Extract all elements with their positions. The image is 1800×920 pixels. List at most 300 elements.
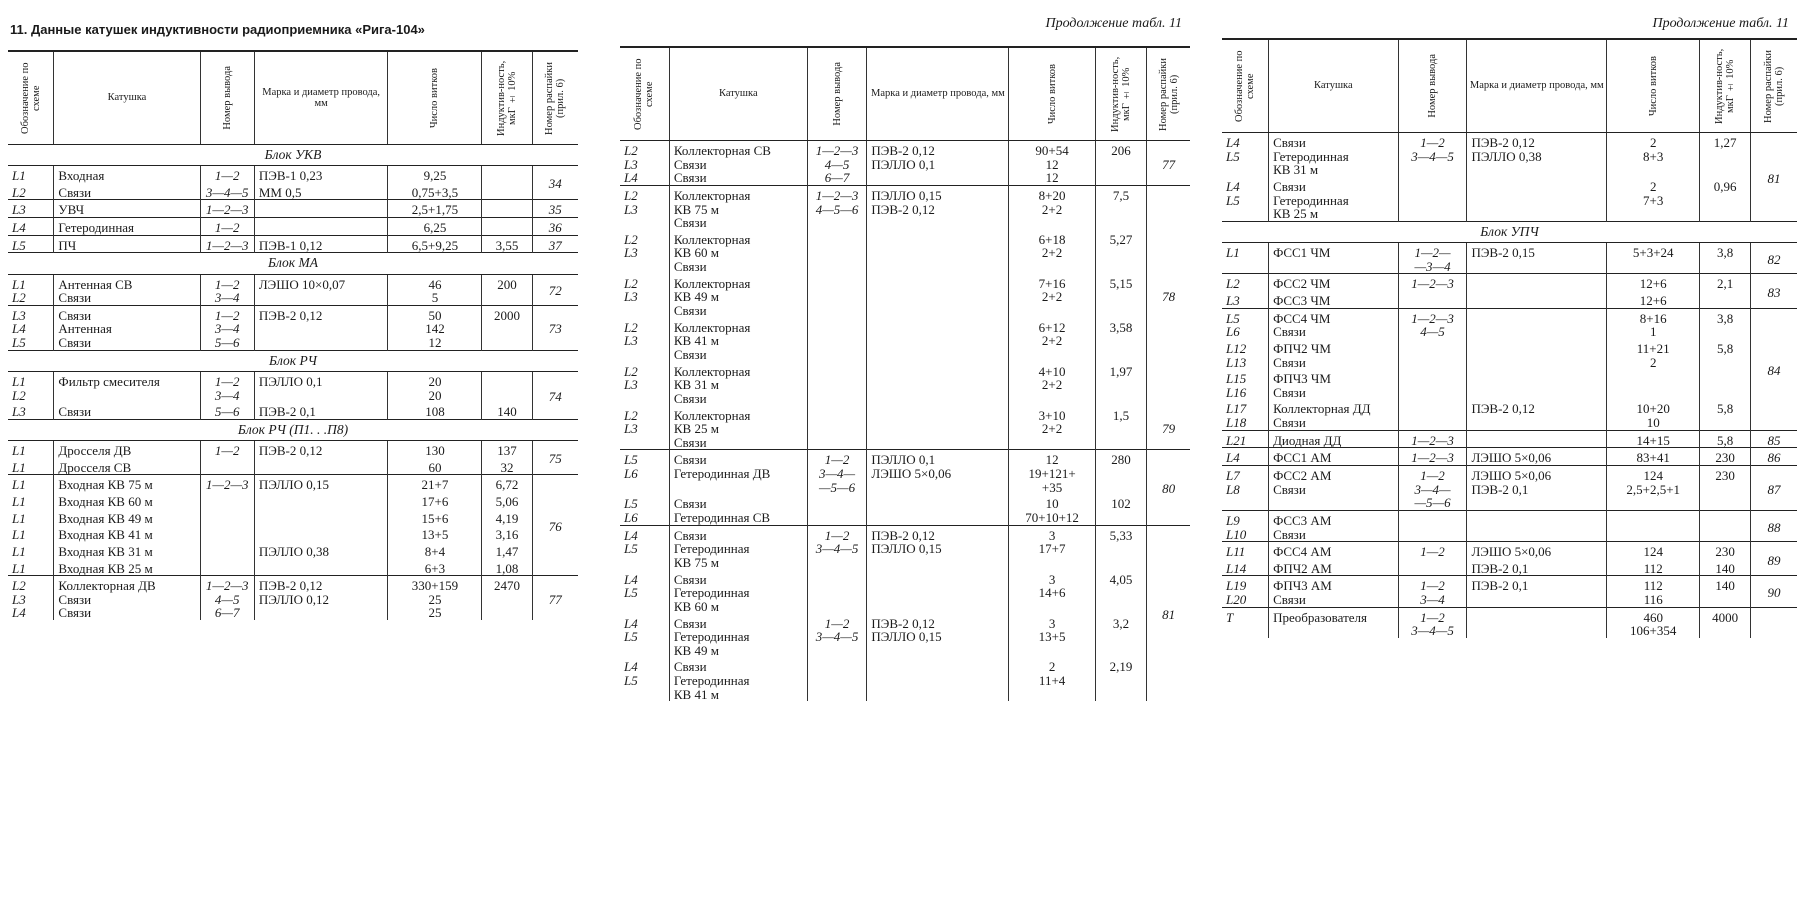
- designation: L4 L5: [624, 659, 638, 689]
- pin-numbers: [200, 525, 254, 542]
- inductance: 230: [1700, 465, 1751, 510]
- column-header: [388, 51, 482, 145]
- table-row: [620, 362, 1190, 406]
- coil-name: Антенная СВ Связи: [54, 274, 200, 305]
- block-row: [8, 145, 578, 166]
- wiring-number: 81: [1750, 133, 1797, 222]
- column-header-label: Индуктив-ность, мкГ ± 10%: [1110, 56, 1133, 132]
- turns: 2 7+3: [1607, 177, 1700, 221]
- wire-spec: ММ 0,5: [254, 183, 388, 200]
- column-header-label: Номер вывода: [1427, 54, 1439, 118]
- column-header: [1095, 47, 1146, 141]
- header-row: [620, 47, 1190, 141]
- turns: 330+159 25 25: [388, 576, 482, 620]
- pin-numbers: 5—6: [200, 402, 254, 419]
- designation: L1: [8, 441, 54, 458]
- inductance: 5,27: [1095, 230, 1146, 274]
- pin-numbers: 1—2—3: [1398, 448, 1467, 466]
- column-header-label: Индуктив-ность, мкГ ± 10%: [1714, 48, 1737, 124]
- designation: L1: [12, 543, 26, 559]
- coil-name: Коллекторная ДВ Связи Связи: [54, 576, 200, 620]
- wire-spec: ЛЭШО 5×0,06: [1467, 542, 1607, 559]
- column-header: [532, 51, 578, 145]
- designation: L21: [1222, 430, 1269, 448]
- pin-numbers: [1398, 510, 1467, 541]
- table-row: [1222, 339, 1797, 369]
- turns: 60: [388, 458, 482, 475]
- table-row: [620, 657, 1190, 701]
- coil-name: ФСС4 ЧМ Связи: [1269, 308, 1399, 339]
- coil-name: Связи Гетеродинная КВ 49 м: [669, 614, 807, 658]
- block-heading: Блок РЧ (П1. . .П8): [8, 419, 578, 440]
- inductance: [1700, 369, 1751, 399]
- table-row: [1222, 243, 1797, 274]
- wiring-number: 86: [1750, 448, 1797, 466]
- inductance: 1,47: [482, 542, 532, 559]
- wire-spec: ПЭВ-2 0,12: [254, 305, 388, 350]
- turns: 112: [1607, 559, 1700, 576]
- coil-name: Коллекторная ДД Связи: [1269, 399, 1399, 430]
- coil-name: ФПЧ2 ЧМ Связи: [1269, 339, 1399, 369]
- turns: 10+20 10: [1607, 399, 1700, 430]
- table-row: [8, 492, 578, 509]
- coil-name: Коллекторная КВ 75 м Связи: [669, 185, 807, 229]
- header-row: [8, 51, 578, 145]
- inductance: 32: [482, 458, 532, 475]
- turns: 5+3+24: [1607, 243, 1700, 274]
- coil-name: ФСС1 АМ: [1269, 448, 1399, 466]
- column-header: [1009, 47, 1095, 141]
- table-row: [8, 576, 578, 620]
- coil-name: Дросселя СВ: [54, 458, 200, 475]
- wiring-number: 72: [532, 274, 578, 305]
- inductance: 3,55: [482, 235, 532, 253]
- inductance: 5,15: [1095, 274, 1146, 318]
- designation: L4 L5: [624, 615, 638, 645]
- coil-name: Входная КВ 31 м: [54, 542, 200, 559]
- coil-name: ФПЧ2 АМ: [1269, 559, 1399, 576]
- turns: 3 14+6: [1009, 570, 1095, 614]
- inductance: 1,27: [1700, 133, 1751, 177]
- inductance: 7,5: [1095, 185, 1146, 229]
- coil-name: Входная КВ 49 м: [54, 509, 200, 526]
- pin-numbers: [200, 458, 254, 475]
- designation: L1: [12, 493, 26, 509]
- wire-spec: ПЭВ-1 0,23: [254, 166, 388, 183]
- inductance: 206: [1095, 141, 1146, 186]
- block-heading: Блок УКВ: [8, 145, 578, 166]
- turns: 11+21 2: [1607, 339, 1700, 369]
- coil-name: Связи Гетеродинная КВ 25 м: [1269, 177, 1399, 221]
- designation: L1: [12, 459, 26, 475]
- wire-spec: ПЭЛЛО 0,15 ПЭВ-2 0,12: [867, 185, 1009, 229]
- pin-numbers: 1—2 3—4— —5—6: [1398, 465, 1467, 510]
- column-header-label: Номер распайки (прил. 6): [544, 61, 567, 135]
- inductance: 230: [1700, 448, 1751, 466]
- column-header: [1750, 39, 1797, 133]
- continuation-label: Продолжение табл. 11: [1652, 16, 1789, 31]
- inductance: 5,06: [482, 492, 532, 509]
- wire-spec: [254, 458, 388, 475]
- inductance: 102: [1095, 494, 1146, 525]
- table-row: [8, 458, 578, 475]
- turns: 12+6: [1607, 291, 1700, 308]
- wire-spec: ПЭЛЛО 0,15: [254, 475, 388, 492]
- turns: 10 70+10+12: [1009, 494, 1095, 525]
- wire-spec: ПЭВ-2 0,12: [1467, 399, 1607, 430]
- pin-numbers: 1—2—3 4—5: [1398, 308, 1467, 339]
- wire-spec: ПЭЛЛО 0,38: [254, 542, 388, 559]
- column-header-label: Марка и диаметр провода, мм: [871, 88, 1005, 100]
- pin-numbers: 1—2 3—4: [200, 371, 254, 402]
- turns: 12+6: [1607, 274, 1700, 291]
- column-header-label: Номер распайки (прил. 6): [1157, 57, 1180, 131]
- designation: L2 L3: [624, 275, 638, 305]
- column-header-label: Катушка: [718, 88, 758, 100]
- turns: 90+54 12 12: [1009, 141, 1095, 186]
- wire-spec: ПЭВ-2 0,1: [1467, 576, 1607, 607]
- table-row: [8, 218, 578, 236]
- wire-spec: ПЭВ-2 0,12: [254, 441, 388, 458]
- turns: 15+6: [388, 509, 482, 526]
- page-left: [8, 0, 578, 920]
- designation: L19 L20: [1222, 576, 1269, 607]
- wiring-number: 88: [1750, 510, 1797, 541]
- wire-spec: [867, 570, 1009, 614]
- wire-spec: ЛЭШО 10×0,07: [254, 274, 388, 305]
- column-header: [620, 47, 669, 141]
- coil-name: Связи Гетеродинная КВ 75 м: [669, 525, 807, 569]
- designation: L17 L18: [1226, 401, 1247, 431]
- wire-spec: ПЭВ-2 0,12 ПЭЛЛО 0,12: [254, 576, 388, 620]
- coil-name: Входная КВ 60 м: [54, 492, 200, 509]
- coil-name: Входная КВ 75 м: [54, 475, 200, 492]
- inductance: 3,8: [1700, 243, 1751, 274]
- pin-numbers: 1—2—3: [1398, 430, 1467, 448]
- designation: L1: [8, 166, 54, 183]
- coil-table: [8, 50, 578, 620]
- designation: L1: [8, 475, 54, 492]
- wire-spec: [867, 657, 1009, 701]
- coil-name: Коллекторная КВ 60 м Связи: [669, 230, 807, 274]
- pin-numbers: [1398, 399, 1467, 430]
- table-row: [8, 441, 578, 458]
- wiring-number: 87: [1750, 465, 1797, 510]
- wire-spec: [1467, 607, 1607, 638]
- wiring-number: 90: [1750, 576, 1797, 607]
- designation: L2: [12, 184, 26, 200]
- inductance: 5,33: [1095, 525, 1146, 569]
- inductance: 2,19: [1095, 657, 1146, 701]
- turns: 2,5+1,75: [388, 200, 482, 218]
- table-row: [1222, 133, 1797, 177]
- designation: L2 L3: [624, 231, 638, 261]
- column-header-label: Марка и диаметр провода, мм: [1469, 80, 1604, 92]
- wiring-number: 81: [1147, 525, 1190, 701]
- turns: 8+16 1: [1607, 308, 1700, 339]
- pin-numbers: 1—2 3—4 5—6: [200, 305, 254, 350]
- table-row: [620, 141, 1190, 186]
- turns: 124: [1607, 542, 1700, 559]
- pin-numbers: [807, 570, 867, 614]
- designation: L2 L3: [620, 185, 669, 229]
- column-header-label: Номер вывода: [831, 62, 843, 126]
- wire-spec: [1467, 274, 1607, 291]
- designation: L5 L6: [1222, 308, 1269, 339]
- turns: 14+15: [1607, 430, 1700, 448]
- column-header-label: Марка и диаметр провода, мм: [262, 86, 381, 109]
- wire-spec: ЛЭШО 5×0,06 ПЭВ-2 0,1: [1467, 465, 1607, 510]
- coil-name: ФСС2 АМ Связи: [1269, 465, 1399, 510]
- pin-numbers: 3—4—5: [200, 183, 254, 200]
- table-row: [620, 525, 1190, 569]
- block-row: [8, 253, 578, 274]
- column-header-label: Обозначение по схеме: [633, 58, 656, 130]
- inductance: 5,8: [1700, 339, 1751, 369]
- turns: 2 11+4: [1009, 657, 1095, 701]
- inductance: [482, 200, 532, 218]
- coil-name: Связи Гетеродинная КВ 41 м: [669, 657, 807, 701]
- pin-numbers: [1398, 559, 1467, 576]
- column-header: [807, 47, 867, 141]
- coil-name: Входная КВ 41 м: [54, 525, 200, 542]
- pin-numbers: 1—2—3: [200, 475, 254, 492]
- coil-name: ФПЧ3 АМ Связи: [1269, 576, 1399, 607]
- turns: 7+16 2+2: [1009, 274, 1095, 318]
- turns: 6,5+9,25: [388, 235, 482, 253]
- table-row: [1222, 559, 1797, 576]
- table-row: [8, 371, 578, 402]
- wire-spec: [254, 525, 388, 542]
- table-row: [620, 274, 1190, 318]
- designation: L2 L3 L4: [620, 141, 669, 186]
- pin-numbers: 1—2— —3—4: [1398, 243, 1467, 274]
- wiring-number: 89: [1750, 542, 1797, 576]
- pin-numbers: 1—2—3: [1398, 274, 1467, 291]
- designation: L12 L13: [1226, 340, 1247, 370]
- inductance: 3,16: [482, 525, 532, 542]
- turns: 17+6: [388, 492, 482, 509]
- inductance: 140: [1700, 559, 1751, 576]
- wiring-number: 83: [1750, 274, 1797, 308]
- inductance: [482, 183, 532, 200]
- table-row: [8, 183, 578, 200]
- column-header: [1222, 39, 1269, 133]
- inductance: 1,5: [1095, 406, 1146, 450]
- turns: 108: [388, 402, 482, 419]
- pin-numbers: [1398, 369, 1467, 399]
- coil-name: ФСС2 ЧМ: [1269, 274, 1399, 291]
- wire-spec: [867, 274, 1009, 318]
- coil-name: Дросселя ДВ: [54, 441, 200, 458]
- pin-numbers: [1398, 339, 1467, 369]
- turns: 4+10 2+2: [1009, 362, 1095, 406]
- table-title: 11. Данные катушек индуктивности радиоприемника «Рига-104»: [10, 22, 425, 37]
- designation: L5 L6: [624, 496, 638, 526]
- inductance: 4,05: [1095, 570, 1146, 614]
- designation: T: [1222, 607, 1269, 638]
- coil-name: Гетеродинная: [54, 218, 200, 236]
- wire-spec: [1467, 430, 1607, 448]
- wire-spec: [1467, 177, 1607, 221]
- table-row: [8, 559, 578, 576]
- table-row: [1222, 465, 1797, 510]
- designation: L1: [12, 527, 26, 543]
- table-row: [8, 509, 578, 526]
- wire-spec: [1467, 510, 1607, 541]
- wire-spec: [867, 362, 1009, 406]
- table-row: [1222, 399, 1797, 430]
- wire-spec: [867, 406, 1009, 450]
- inductance: 137: [482, 441, 532, 458]
- inductance: 4000: [1700, 607, 1751, 638]
- page-right: [1222, 0, 1797, 920]
- column-header: [1398, 39, 1467, 133]
- designation: L2 L3: [624, 407, 638, 437]
- table-row: [620, 614, 1190, 658]
- turns: 2 8+3: [1607, 133, 1700, 177]
- pin-numbers: 1—2 3—4—5: [807, 614, 867, 658]
- block-row: [1222, 221, 1797, 242]
- designation: L4: [1222, 448, 1269, 466]
- inductance: 0,96: [1700, 177, 1751, 221]
- table-row: [1222, 274, 1797, 291]
- column-header: [8, 51, 54, 145]
- designation: L4 L5: [1226, 178, 1240, 208]
- wire-spec: ПЭВ-2 0,1: [1467, 559, 1607, 576]
- table-row: [1222, 448, 1797, 466]
- pin-numbers: [807, 274, 867, 318]
- inductance: 140: [1700, 576, 1751, 607]
- wiring-number: 82: [1750, 243, 1797, 274]
- block-row: [8, 419, 578, 440]
- wire-spec: ПЭВ-2 0,12 ПЭЛЛО 0,15: [867, 614, 1009, 658]
- coil-name: Связи Гетеродинная СВ: [669, 494, 807, 525]
- pin-numbers: [1398, 291, 1467, 308]
- wiring-number: 79: [1147, 406, 1190, 450]
- inductance: 2470: [482, 576, 532, 620]
- pin-numbers: 1—2: [200, 166, 254, 183]
- coil-name: Входная: [54, 166, 200, 183]
- table-row: [620, 450, 1190, 494]
- pin-numbers: 1—2 3—4—5: [1398, 607, 1467, 638]
- table-row: [8, 542, 578, 559]
- block-heading: Блок УПЧ: [1222, 221, 1797, 242]
- designation: L4: [8, 218, 54, 236]
- coil-name: УВЧ: [54, 200, 200, 218]
- coil-name: Коллекторная КВ 31 м Связи: [669, 362, 807, 406]
- column-header: [200, 51, 254, 145]
- pin-numbers: [200, 509, 254, 526]
- turns: 460 106+354: [1607, 607, 1700, 638]
- wire-spec: ПЭВ-1 0,12: [254, 235, 388, 253]
- designation: L2 L3 L4: [8, 576, 54, 620]
- coil-name: Входная КВ 25 м: [54, 559, 200, 576]
- table-row: [620, 406, 1190, 450]
- continuation-label: Продолжение табл. 11: [1045, 16, 1182, 31]
- wiring-number: 85: [1750, 430, 1797, 448]
- wire-spec: ПЭЛЛО 0,1: [254, 371, 388, 402]
- pin-numbers: [200, 559, 254, 576]
- column-header-label: Число витков: [1647, 55, 1659, 117]
- table-row: [620, 230, 1190, 274]
- table-row: [620, 570, 1190, 614]
- page-middle: [620, 0, 1190, 920]
- wire-spec: ПЭВ-2 0,12 ПЭЛЛО 0,1: [867, 141, 1009, 186]
- table-row: [8, 402, 578, 419]
- block-row: [8, 350, 578, 371]
- turns: 6,25: [388, 218, 482, 236]
- designation: L2 L3: [624, 363, 638, 393]
- wire-spec: [1467, 308, 1607, 339]
- designation: L9 L10: [1222, 510, 1269, 541]
- pin-numbers: 1—2—3 4—5 6—7: [807, 141, 867, 186]
- table-row: [1222, 291, 1797, 308]
- wire-spec: [1467, 369, 1607, 399]
- coil-table: [620, 46, 1190, 701]
- pin-numbers: 1—2 3—4: [1398, 576, 1467, 607]
- pin-numbers: 1—2—3: [200, 235, 254, 253]
- wiring-number: [1750, 607, 1797, 638]
- wiring-number: 78: [1147, 185, 1190, 405]
- inductance: [482, 218, 532, 236]
- turns: 6+3: [388, 559, 482, 576]
- column-header: [482, 51, 532, 145]
- table-row: [8, 305, 578, 350]
- coil-name: ФСС3 АМ Связи: [1269, 510, 1399, 541]
- turns: 83+41: [1607, 448, 1700, 466]
- designation: L5: [8, 235, 54, 253]
- inductance: 5,8: [1700, 430, 1751, 448]
- inductance: 4,19: [482, 509, 532, 526]
- designation: L1: [1222, 243, 1269, 274]
- turns: 0,75+3,5: [388, 183, 482, 200]
- table-row: [1222, 607, 1797, 638]
- pin-numbers: 1—2 3—4— —5—6: [807, 450, 867, 494]
- wire-spec: ПЭЛЛО 0,1 ЛЭШО 5×0,06: [867, 450, 1009, 494]
- wire-spec: ПЭВ-2 0,1: [254, 402, 388, 419]
- pin-numbers: [807, 230, 867, 274]
- turns: 3 17+7: [1009, 525, 1095, 569]
- inductance: 140: [482, 402, 532, 419]
- wiring-number: 84: [1750, 308, 1797, 430]
- turns: 46 5: [388, 274, 482, 305]
- wire-spec: [1467, 291, 1607, 308]
- inductance: 1,97: [1095, 362, 1146, 406]
- coil-table: [1222, 38, 1797, 638]
- wire-spec: [254, 218, 388, 236]
- turns: 124 2,5+2,5+1: [1607, 465, 1700, 510]
- wiring-number: 77: [1147, 141, 1190, 186]
- coil-name: Коллекторная КВ 41 м Связи: [669, 318, 807, 362]
- pin-numbers: [807, 362, 867, 406]
- column-header-label: Катушка: [107, 92, 147, 104]
- column-header: [1269, 39, 1399, 133]
- turns: 3 13+5: [1009, 614, 1095, 658]
- table-row: [1222, 369, 1797, 399]
- pin-numbers: 1—2—3 4—5 6—7: [200, 576, 254, 620]
- designation: L2: [1222, 274, 1269, 291]
- column-header-label: Число витков: [429, 67, 441, 129]
- inductance: 1,08: [482, 559, 532, 576]
- designation: L3: [8, 200, 54, 218]
- designation: L4 L5: [624, 571, 638, 601]
- inductance: 230: [1700, 542, 1751, 559]
- coil-name: Связи Гетеродинная КВ 31 м: [1269, 133, 1399, 177]
- designation: L2 L3: [624, 319, 638, 349]
- inductance: [482, 371, 532, 402]
- wiring-number: 74: [532, 371, 578, 419]
